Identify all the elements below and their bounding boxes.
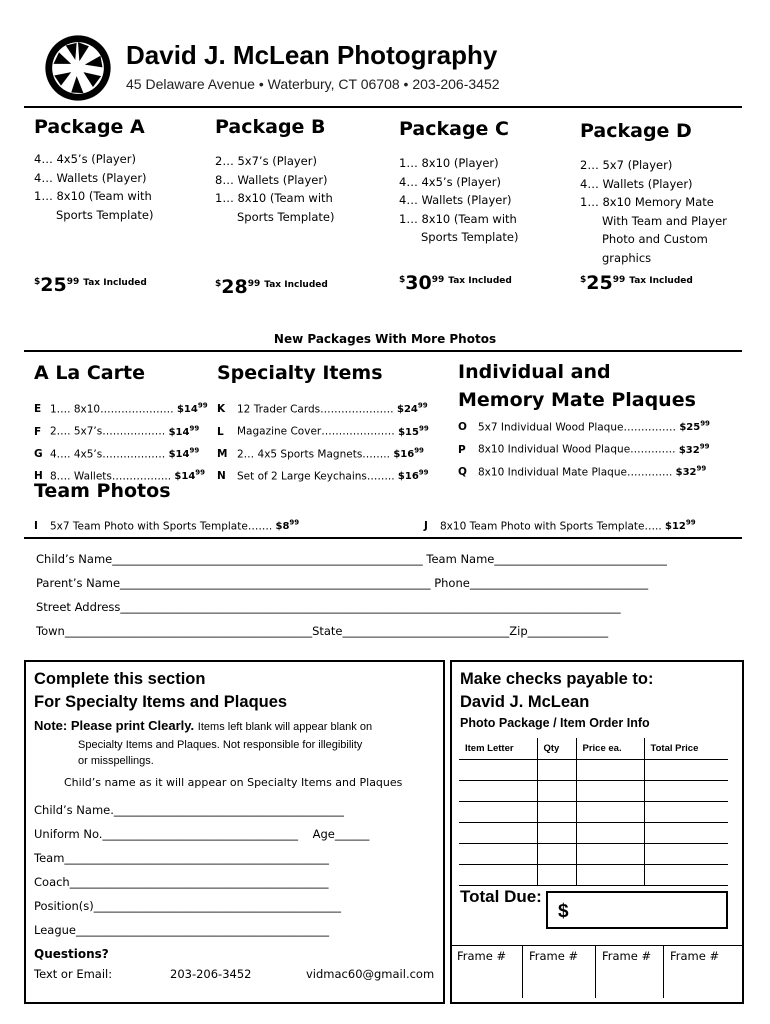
table-row[interactable] bbox=[459, 864, 728, 885]
specialty-box-title2: For Specialty Items and Plaques bbox=[34, 693, 288, 711]
aperture-logo-icon bbox=[44, 34, 112, 102]
childs-name-field[interactable]: Child’s Name______________________________________________________ Team Name______________________________ bbox=[36, 552, 667, 566]
package-c-title: Package C bbox=[399, 118, 510, 140]
package-d-title: Package D bbox=[580, 120, 692, 142]
studio-address: 45 Delaware Avenue • Waterbury, CT 06708 • 203-206-3452 bbox=[126, 76, 500, 92]
list-item: E 1…. 8x10………………… $\$14^{99}$ bbox=[34, 402, 208, 416]
package-b-price: $^{\$}28^{99}$ $^{Tax Included}$ bbox=[215, 276, 328, 298]
list-item: L Magazine Cover………………… $\$15^{99}$ bbox=[217, 424, 429, 438]
package-c bbox=[399, 118, 579, 247]
table-row[interactable] bbox=[459, 843, 728, 864]
col-qty: Qty bbox=[537, 738, 576, 759]
list-item: F 2…. 5x7’s……………… $\$14^{99}$ bbox=[34, 424, 200, 438]
table-row[interactable] bbox=[459, 801, 728, 822]
childs-name-header: Child’s name as it will appear on Specialty Items and Plaques bbox=[64, 776, 403, 789]
specialty-list bbox=[217, 397, 429, 486]
total-due-field[interactable]: $ bbox=[546, 891, 728, 929]
frame-field-2[interactable]: Frame # bbox=[523, 946, 596, 998]
specialty-box-title1: Complete this section bbox=[34, 670, 206, 688]
package-d-item: Photo and Custom bbox=[602, 232, 708, 246]
coach-field[interactable]: Coach_____________________________________________ bbox=[34, 875, 329, 889]
package-d bbox=[580, 120, 760, 267]
package-c-price: $^{\$}30^{99}$ $^{Tax Included}$ bbox=[399, 272, 512, 294]
package-a bbox=[34, 116, 214, 224]
package-d-item: graphics bbox=[602, 250, 652, 265]
order-table-header bbox=[459, 738, 728, 759]
list-item: K 12 Trader Cards………………… $\$24^{99}$ bbox=[217, 402, 428, 416]
a-la-carte-list bbox=[34, 397, 208, 486]
section-divider bbox=[24, 537, 742, 539]
package-c-item: 1… 8x10 (Player) bbox=[399, 156, 499, 170]
package-a-item: 1… 8x10 (Team with bbox=[34, 189, 152, 203]
package-b-item: 8… Wallets (Player) bbox=[215, 172, 328, 187]
team-photos-title: Team Photos bbox=[34, 480, 171, 502]
table-row[interactable] bbox=[459, 759, 728, 780]
list-item: G 4…. 4x5’s……………… $\$14^{99}$ bbox=[34, 446, 200, 460]
package-c-item: 4… 4x5’s (Player) bbox=[399, 174, 501, 189]
list-item: Q 8x10 Individual Mate Plaque…………. $\$32^{99}$ bbox=[458, 464, 707, 478]
total-due-label: Total Due: bbox=[460, 887, 542, 906]
note-line3: or misspellings. bbox=[78, 755, 154, 767]
list-item: H 8…. Wallets…………….. $\$14^{99}$ bbox=[34, 468, 206, 483]
package-b bbox=[215, 116, 395, 226]
team-photo-item-j: J 8x10 Team Photo with Sports Template….. $\$12^{99}$ bbox=[424, 519, 696, 533]
col-total-price: Total Price bbox=[644, 738, 728, 759]
frame-field-1[interactable]: Frame # bbox=[451, 946, 523, 998]
list-item: N Set of 2 Large Keychains…….. $\$16^{99}$ bbox=[217, 468, 429, 483]
a-la-carte-title: A La Carte bbox=[34, 362, 145, 384]
street-address-field[interactable]: Street Address_______________________________________________________________________________________ bbox=[36, 600, 621, 614]
order-table bbox=[459, 738, 728, 886]
parents-name-field[interactable]: Parent’s Name______________________________________________________ Phone_______________________________ bbox=[36, 576, 649, 590]
package-a-title: Package A bbox=[34, 116, 145, 138]
package-a-item: 4… Wallets (Player) bbox=[34, 170, 147, 185]
uniform-no-field[interactable]: Uniform No.__________________________________ Age______ bbox=[34, 827, 370, 841]
package-a-item: Sports Template) bbox=[56, 207, 154, 222]
checks-payable-label: Make checks payable to: bbox=[460, 670, 654, 688]
contact-email[interactable]: vidmac60@gmail.com bbox=[306, 967, 435, 981]
package-d-price: $^{\$}25^{99}$ $^{Tax Included}$ bbox=[580, 272, 693, 294]
package-d-item: 2… 5x7 (Player) bbox=[580, 158, 673, 172]
package-b-item: Sports Template) bbox=[237, 209, 335, 224]
package-c-item: 4… Wallets (Player) bbox=[399, 193, 512, 207]
note-line2: Specialty Items and Plaques. Not responsible for illegibility bbox=[78, 739, 363, 751]
plaques-list bbox=[458, 415, 710, 482]
section-divider bbox=[24, 350, 742, 352]
studio-title: David J. McLean Photography bbox=[126, 40, 498, 70]
questions-label: Questions? bbox=[34, 947, 109, 961]
league-field[interactable]: League____________________________________________ bbox=[34, 923, 329, 937]
plaques-title-line2: Memory Mate Plaques bbox=[458, 389, 696, 411]
frame-field-3[interactable]: Frame # bbox=[596, 946, 664, 998]
order-info-subtitle: Photo Package / Item Order Info bbox=[460, 716, 650, 730]
table-row[interactable] bbox=[459, 780, 728, 801]
town-state-zip-field[interactable]: Town___________________________________________State_____________________________Zip______________ bbox=[36, 624, 609, 638]
note-line1: Note: Please print Clearly. Items left blank will appear blank on bbox=[34, 718, 373, 733]
position-field[interactable]: Position(s)___________________________________________ bbox=[34, 899, 341, 913]
package-d-item: With Team and Player bbox=[602, 213, 727, 228]
specialty-items-title: Specialty Items bbox=[217, 362, 383, 384]
package-b-item: 1… 8x10 (Team with bbox=[215, 191, 333, 205]
list-item: O 5x7 Individual Wood Plaque…………… $\$25^{99}$ bbox=[458, 420, 710, 434]
team-field[interactable]: Team______________________________________________ bbox=[34, 851, 329, 865]
col-price-each: Price ea. bbox=[576, 738, 644, 759]
package-c-item: Sports Template) bbox=[421, 230, 519, 244]
list-item: M 2… 4x5 Sports Magnets…….. $\$16^{99}$ bbox=[217, 446, 424, 460]
contact-label: Text or Email: bbox=[34, 967, 113, 981]
package-d-item: 4… Wallets (Player) bbox=[580, 176, 693, 191]
package-b-item: 2… 5x7’s (Player) bbox=[215, 154, 317, 168]
package-b-title: Package B bbox=[215, 116, 326, 138]
plaques-title-line1: Individual and bbox=[458, 361, 611, 383]
team-photo-item-i: I 5x7 Team Photo with Sports Template……. $\$8^{99}$ bbox=[34, 519, 300, 533]
package-c-item: 1… 8x10 (Team with bbox=[399, 211, 517, 226]
new-packages-label: New Packages With More Photos bbox=[273, 332, 497, 346]
specialty-childs-name-field[interactable]: Child’s Name.________________________________________ bbox=[34, 803, 344, 817]
package-a-item: 4… 4x5’s (Player) bbox=[34, 152, 136, 166]
list-item: P 8x10 Individual Wood Plaque…………. $\$32^{99}$ bbox=[458, 442, 710, 456]
col-item-letter: Item Letter bbox=[459, 738, 537, 759]
package-a-price: $^{\$}25^{99}$ $^{Tax Included}$ bbox=[34, 274, 147, 296]
package-d-item: 1… 8x10 Memory Mate bbox=[580, 195, 714, 209]
contact-phone: 203-206-3452 bbox=[170, 967, 252, 981]
payee-name: David J. McLean bbox=[460, 693, 590, 711]
header-divider bbox=[24, 106, 742, 108]
frame-field-4[interactable]: Frame # bbox=[670, 949, 720, 963]
table-row[interactable] bbox=[459, 822, 728, 843]
